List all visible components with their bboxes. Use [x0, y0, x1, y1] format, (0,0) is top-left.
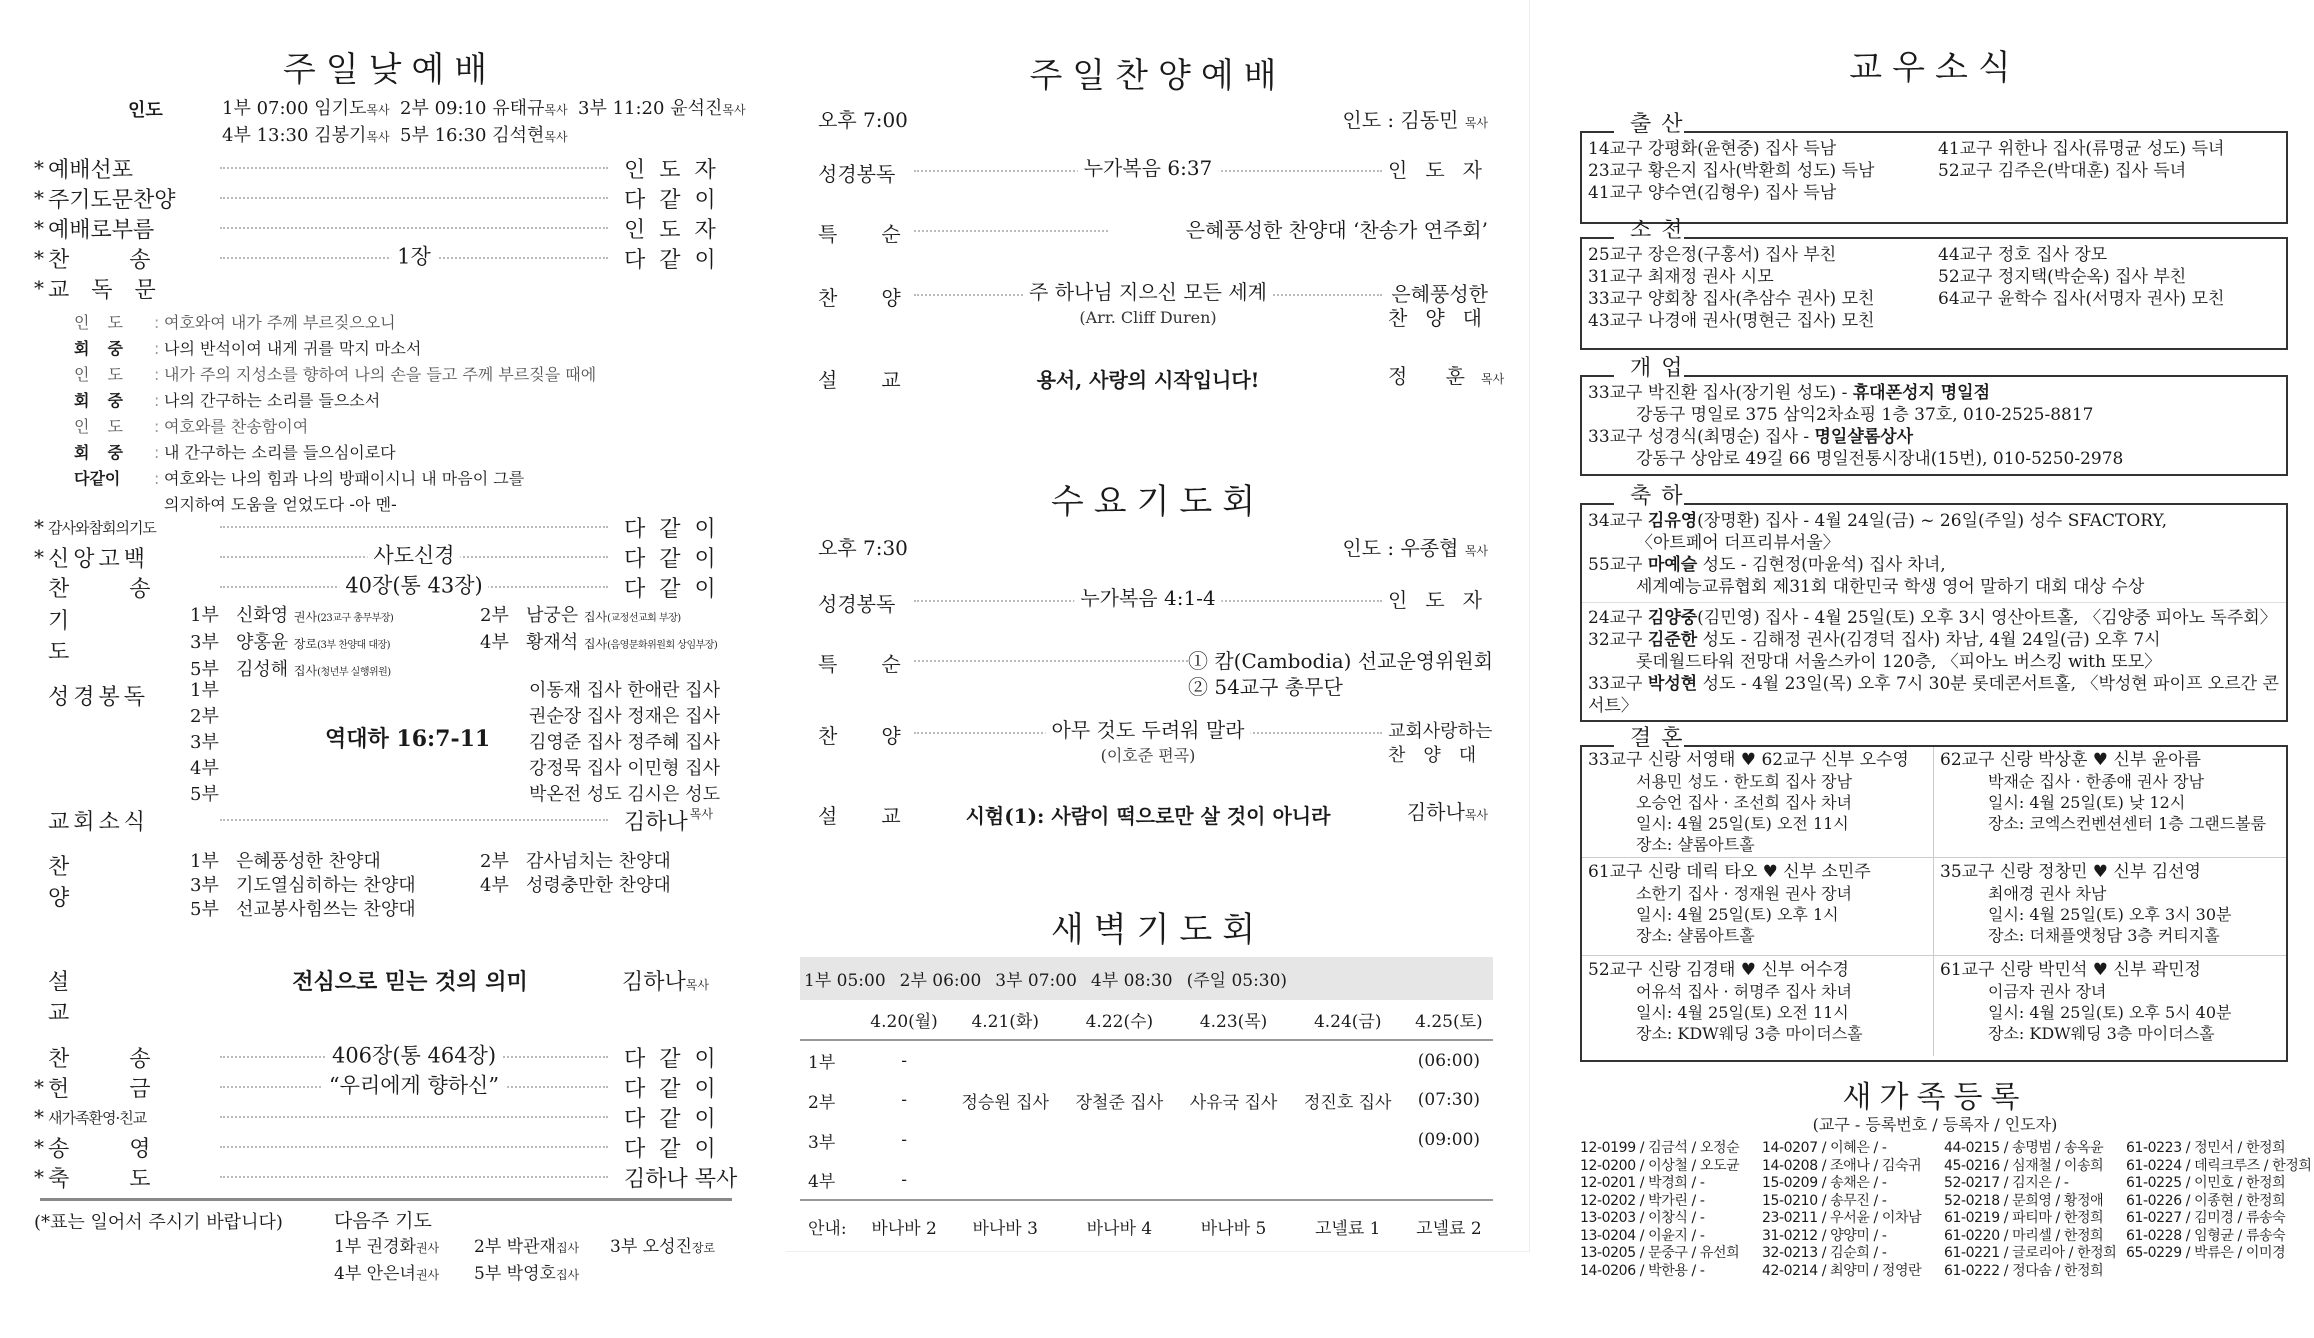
- reading-line: 인도 : 여호와여 내가 주께 부르짖으오니: [74, 310, 724, 336]
- congrats-divider: [1582, 602, 2286, 603]
- order-label: 찬송: [48, 247, 211, 273]
- prayer-label: 기도: [48, 609, 130, 665]
- congrats-legend: 축하: [1630, 484, 1693, 509]
- list-item: 14-0207 / 이혜은 / -: [1762, 1140, 1887, 1156]
- news-item: 25교구 장은정(구홍서) 집사 부친: [1588, 245, 1837, 265]
- special-performance: 은혜풍성한 찬양대 ‘찬송가 연주회’: [1108, 218, 1488, 242]
- list-item: 61-0221 / 글로리아 / 한정희: [1944, 1245, 2117, 1261]
- anthem: 주 하나님 지으신 모든 세계 (Arr. Cliff Duren): [1023, 280, 1273, 330]
- prayer-item: 4부 황재석 집사(음영문화위원회 상임부장): [480, 632, 718, 653]
- news-detail: 세계예능교류협회 제31회 대한민국 학생 영어 말하기 대회 대상 수상: [1636, 577, 2145, 597]
- row-label: 설교: [818, 804, 945, 828]
- list-item: 61-0219 / 파티마 / 한정희: [1944, 1210, 2104, 1226]
- speaker: 회중: [74, 443, 141, 462]
- table-row: 1부 - (06:00): [808, 1050, 1481, 1073]
- praise-time: 오후 7:00: [818, 108, 908, 132]
- list-item: 13-0203 / 이창식 / -: [1580, 1210, 1705, 1226]
- dot-leader: [220, 167, 608, 169]
- list-item: 15-0209 / 송채은 / -: [1762, 1175, 1887, 1191]
- wedding-item: 52교구 신랑 김경태 ♥ 신부 어수경 어유석 집사 · 허명주 집사 차녀 일시: 4월 25일(토) 오전 11시 장소: KDW웨딩 3층 마이더스홀: [1582, 956, 1934, 1056]
- wednesday-time: 오후 7:30: [818, 536, 908, 560]
- dot-leader: [220, 573, 608, 598]
- preacher: 정 훈목사: [1388, 364, 1505, 388]
- reading-text: 나의 간구하는 소리를 들으소서: [164, 391, 381, 410]
- sermon-row: [48, 965, 732, 1027]
- choir-name: 은혜풍성한 찬양대: [1388, 282, 1500, 330]
- next-week-item: 4부 안은녀권사: [334, 1264, 440, 1284]
- next-week-prayer: [334, 1208, 750, 1288]
- order-row: [34, 243, 734, 273]
- date-header: 4.22(수): [1062, 1000, 1176, 1040]
- order-label: 신앙고백: [48, 546, 150, 572]
- dawn-time: 2부 06:00: [899, 971, 982, 991]
- news-detail: 롯데월드타워 전망대 서울스카이 120층, 〈피아노 버스킹 with 또모〉: [1636, 652, 2162, 672]
- date-header: 4.24(금): [1291, 1000, 1405, 1040]
- praise-service-title: 주일찬양예배: [1029, 56, 1287, 96]
- order-row: [34, 1132, 734, 1162]
- choir-item: 5부 선교봉사힘쓰는 찬양대: [190, 899, 416, 920]
- dot-leader: [914, 156, 1382, 180]
- praise-leader: 인도 : 김동민 목사: [1342, 108, 1488, 132]
- reading-line: 회중 : 나의 간구하는 소리를 들으소서: [74, 388, 724, 414]
- news-item: 43교구 나경애 권사(명현근 집사) 모친: [1588, 311, 1875, 331]
- standing-footnote: (*표는 일어서 주시기 바랍니다): [34, 1212, 283, 1233]
- table-row: 3부 - (09:00): [808, 1130, 1481, 1153]
- dot-leader: [220, 197, 608, 199]
- prayer-list: [190, 604, 780, 685]
- special-performance: ① 캄(Cambodia) 선교운영위원회 ② 54교구 총무단: [1188, 649, 1494, 699]
- standing-mark: *: [34, 276, 44, 300]
- reading-text: 내가 주의 지성소를 향하여 나의 손을 들고 주께 부르짖을 때에: [164, 365, 597, 384]
- funeral-box: [1580, 218, 2288, 350]
- speaker: 인도: [74, 313, 141, 332]
- leader-slot: 5부 16:30 김석현목사: [400, 125, 568, 146]
- list-item: 61-0228 / 임형균 / 류송숙: [2126, 1227, 2286, 1244]
- news-item: 41교구 위한나 집사(류명균 성도) 득녀: [1938, 139, 2225, 159]
- section-divider: [40, 1198, 732, 1201]
- next-week-title: 다음주 기도: [334, 1210, 432, 1232]
- standing-mark: *: [34, 1135, 44, 1159]
- scripture-passage: 누가복음 4:1-4: [1074, 586, 1221, 610]
- sunday-service-title: 주일낮예배: [282, 50, 498, 90]
- next-week-item: 1부 권경화권사: [334, 1237, 440, 1257]
- wedding-grid: [1582, 746, 2286, 1056]
- dot-leader: [220, 244, 608, 269]
- news-item: 34교구 김유영(장명환) 집사 - 4월 24일(금) ~ 26일(주일) 성수 SFACTORY,: [1588, 511, 2167, 531]
- dawn-time: (주일 05:30): [1186, 971, 1288, 991]
- wednesday-row-sermon: [818, 800, 1488, 829]
- new-family-column: [1762, 1140, 1944, 1280]
- wednesday-row-anthem: [818, 718, 1495, 768]
- choir-label: 찬양: [48, 855, 130, 911]
- standing-mark: *: [34, 1105, 44, 1129]
- row-label: 성경봉독: [818, 162, 896, 186]
- wedding-item: 61교구 신랑 데릭 타오 ♥ 신부 소민주 소한기 집사 · 정재원 권사 장녀 일시: 4월 25일(토) 오후 1시 장소: 샬롬아트홀: [1582, 858, 1934, 956]
- new-family-column: [1580, 1140, 1762, 1280]
- speaker: 다같이: [74, 469, 121, 488]
- news-address: 강동구 명일로 375 삼익2차쇼핑 1층 37호, 010-2525-8817: [1636, 405, 2094, 425]
- choir-item: 4부 성령충만한 찬양대: [480, 875, 671, 896]
- scripture-passage: 누가복음 6:37: [1078, 156, 1219, 180]
- dot-leader: [914, 586, 1382, 610]
- leader-slot: 1부 07:00 임기도목사: [222, 98, 390, 119]
- dot-leader: [220, 1176, 608, 1178]
- reading-text: 여호와는 나의 힘과 나의 방패이시니 내 마음이 그를 의지하여 도움을 얻었도다 -아 멘-: [164, 469, 525, 514]
- order-label: 예배선포: [48, 157, 134, 183]
- speaker: 회중: [74, 391, 141, 410]
- wedding-legend: 결혼: [1630, 726, 1693, 751]
- standing-mark: *: [34, 156, 44, 180]
- responsive-reading: [74, 310, 724, 518]
- order-label: 축도: [48, 1166, 211, 1192]
- date-header: 4.20(월): [860, 1000, 948, 1040]
- reading-text: 여호와여 내가 주께 부르짖으오니: [164, 313, 396, 332]
- order-row: [34, 213, 734, 243]
- row-label: 설교: [818, 368, 945, 392]
- anthem: 아무 것도 두려워 말라 (이호준 편곡): [1046, 718, 1251, 768]
- order-who: 김하나 목사: [624, 806, 713, 835]
- reading-parts: 1부 2부 3부 4부 5부: [190, 680, 219, 805]
- wednesday-row-reading: [818, 586, 1500, 617]
- speaker: 회중: [74, 339, 141, 358]
- praise-row-special: [818, 218, 1488, 247]
- news-item: 33교구 양회창 집사(추삼수 권사) 모친: [1588, 289, 1875, 309]
- news-title: 교우소식: [1849, 48, 2021, 88]
- order-who: 다같이: [624, 247, 730, 273]
- wedding-item: 61교구 신랑 박민석 ♥ 신부 곽민정 이금자 권사 장녀 일시: 4월 25일(토) 오후 5시 40분 장소: KDW웨딩 3층 마이더스홀: [1940, 960, 2232, 1043]
- news-item: 31교구 최재정 권사 시모: [1588, 267, 1774, 287]
- offering-hymn: “우리에게 향하신”: [323, 1070, 505, 1100]
- order-who: 다같이: [624, 1076, 730, 1102]
- dot-leader: [914, 718, 1382, 765]
- list-item: 23-0211 / 우서윤 / 이차남: [1762, 1210, 1922, 1226]
- list-item: 12-0199 / 김금석 / 오정순: [1580, 1140, 1740, 1156]
- evening-services-panel: [786, 0, 1530, 1252]
- new-family-list: [1580, 1140, 2310, 1280]
- list-item: 32-0213 / 김순희 / -: [1762, 1245, 1887, 1261]
- standing-mark: *: [34, 246, 44, 270]
- list-item: 61-0223 / 정민서 / 한정희: [2126, 1140, 2286, 1156]
- funeral-legend: 소천: [1630, 218, 1693, 243]
- list-item: 42-0214 / 최양미 / 정영란: [1762, 1262, 1922, 1279]
- wednesday-service-title: 수요기도회: [1050, 482, 1266, 522]
- order-who: 다같이: [624, 576, 730, 602]
- sermon-label: 설교: [48, 970, 130, 1026]
- next-week-item: 3부 오성진장로: [610, 1237, 716, 1257]
- wedding-item: 35교구 신랑 정창민 ♥ 신부 김선영 최애경 권사 차남 일시: 4월 25일(토) 오후 3시 30분 장소: 더채플앳청담 3층 커티지홀: [1934, 858, 2286, 956]
- order-row: [34, 1042, 734, 1072]
- prayer-item: 2부 남궁은 집사(교정선교회 부장): [480, 605, 681, 626]
- wedding-box: [1580, 726, 2288, 1062]
- order-label: 찬송: [48, 1046, 211, 1072]
- leader-slot: 3부 11:20 윤석진목사: [578, 98, 746, 119]
- order-row: [34, 542, 734, 572]
- standing-mark: *: [34, 515, 44, 539]
- birth-legend: 출산: [1630, 112, 1693, 137]
- news-item: 14교구 강평화(윤현중) 집사 득남: [1588, 139, 1837, 159]
- row-label: 찬양: [818, 286, 945, 310]
- dot-leader: [220, 543, 608, 568]
- new-family-column: [1944, 1140, 2126, 1280]
- dot-leader: [220, 1043, 608, 1068]
- order-row-church-news: [48, 805, 734, 835]
- news-detail: 〈아트페어 더프리뷰서울〉: [1636, 533, 1840, 553]
- praise-time-row: [818, 104, 1488, 133]
- list-item: 61-0227 / 김미경 / 류송숙: [2126, 1210, 2286, 1226]
- order-row: [34, 512, 734, 542]
- wednesday-time-row: [818, 532, 1488, 561]
- list-item: 13-0205 / 문중구 / 유선희: [1580, 1245, 1740, 1261]
- wedding-item: 33교구 신랑 서영태 ♥ 62교구 신부 오수영 서용민 성도 · 한도희 집사 장남 오승언 집사 · 조선희 집사 차녀 일시: 4월 25일(토) 오전 11시 장소: 샬롬아트홀: [1582, 746, 1934, 858]
- leader-slot: 2부 09:10 유태규목사: [400, 98, 568, 119]
- reading-line: 회중 : 나의 반석이여 내게 귀를 막지 마소서: [74, 336, 724, 362]
- speaker: 인도: [74, 417, 141, 436]
- news-item: 41교구 양수연(김형우) 집사 득남: [1588, 183, 1837, 203]
- birth-box: [1580, 112, 2288, 224]
- list-item: 12-0202 / 박가린 / -: [1580, 1192, 1705, 1209]
- speaker: 인도: [74, 365, 141, 384]
- sermon-title: 시험(1): 사람이 떡으로만 살 것이 아니라: [965, 804, 1331, 828]
- order-who: 김하나 목사: [624, 1166, 738, 1192]
- prayer-item: 3부 양홍윤 장로(3부 찬양대 대장): [190, 632, 391, 653]
- news-item: 55교구 마예슬 성도 - 김현정(마윤석) 집사 차녀,: [1588, 555, 1946, 575]
- dawn-prayer-title: 새벽기도회: [1050, 910, 1266, 950]
- standing-mark: *: [34, 186, 44, 210]
- row-label: 특순: [818, 652, 945, 676]
- list-item: 44-0215 / 송명범 / 송옥윤: [1944, 1140, 2104, 1156]
- reading-label: 성경봉독: [48, 685, 150, 710]
- news-item: 44교구 정호 집사 장모: [1938, 245, 2108, 265]
- new-family-title: 새가족등록: [1842, 1080, 2028, 1115]
- standing-mark: *: [34, 545, 44, 569]
- choir-name: 교회사랑하는 찬양대: [1388, 721, 1495, 766]
- next-week-item: 2부 박관재집사: [474, 1237, 580, 1257]
- standing-mark: *: [34, 216, 44, 240]
- news-item: 33교구 박성현 성도 - 4월 23일(목) 오후 7시 30분 롯데콘서트홀, 〈박성현 파이프 오르간 콘서트〉: [1588, 674, 2279, 716]
- wednesday-leader: 인도 : 우종협 목사: [1342, 536, 1488, 560]
- row-label: 찬양: [818, 724, 945, 748]
- leader-label: 인도: [128, 100, 163, 121]
- scripture-reading: [190, 678, 720, 808]
- new-family-column: [2126, 1140, 2310, 1280]
- hymn-number: 406장(통 464장): [326, 1040, 502, 1070]
- order-label: 예배로부름: [48, 217, 155, 243]
- praise-row-reading: [818, 156, 1500, 187]
- order-row: [34, 1162, 738, 1192]
- order-who: 다같이: [624, 187, 730, 213]
- date-header: 4.23(목): [1176, 1000, 1290, 1040]
- dot-leader: [220, 1116, 608, 1118]
- opening-box: [1580, 356, 2288, 476]
- date-header: 4.25(토): [1405, 1000, 1493, 1040]
- prayer-item: 1부 신화영 권사(23교구 총무부장): [190, 605, 394, 626]
- dot-leader: [220, 819, 608, 821]
- sermon-title: 전심으로 믿는 것의 의미: [292, 969, 528, 995]
- table-row: 2부 - 정승원 집사 장철준 집사 사유국 집사 정진호 집사 (07:30): [808, 1090, 1481, 1113]
- reading-line: 회중 : 내 간구하는 소리를 들으심이로다: [74, 440, 724, 466]
- order-row: [34, 153, 734, 183]
- order-row: [34, 1072, 734, 1102]
- list-item: 14-0208 / 조애나 / 김숙귀: [1762, 1157, 1922, 1174]
- next-week-item: 5부 박영호집사: [474, 1264, 580, 1284]
- leader-schedule: [222, 96, 756, 150]
- list-item: 14-0206 / 박한용 / -: [1580, 1262, 1705, 1279]
- sermon-title: 용서, 사랑의 시작입니다!: [1036, 368, 1260, 392]
- order-who: 다같이: [624, 1136, 730, 1162]
- congrats-box: [1580, 484, 2288, 722]
- dot-leader: [220, 1073, 608, 1098]
- order-row: [34, 273, 734, 303]
- preacher: 김하나목사: [1406, 800, 1488, 824]
- dot-leader: [914, 280, 1382, 327]
- reading-text: 나의 반석이여 내게 귀를 막지 마소서: [164, 339, 422, 358]
- order-label: 교회소식: [48, 809, 150, 835]
- dot-leader: [914, 648, 1188, 662]
- dawn-schedule-grid: [800, 1000, 1493, 1252]
- news-item: 52교구 김주은(박대훈) 집사 득녀: [1938, 161, 2187, 181]
- news-item: 32교구 김준한 성도 - 김해정 권사(김경덕 집사) 차남, 4월 24일(금) 오후 7시: [1588, 630, 2161, 650]
- hymn-number: 1장: [391, 241, 437, 271]
- list-item: 12-0200 / 이상철 / 오도균: [1580, 1157, 1740, 1174]
- row-label: 성경봉독: [818, 592, 896, 616]
- reading-line: 인도 : 여호와를 찬송함이여: [74, 414, 724, 440]
- order-label: 새가족환영·친교: [48, 1108, 147, 1127]
- dawn-times-bar: [800, 957, 1493, 1000]
- news-item: 64교구 윤학수 집사(서명자 권사) 모친: [1938, 289, 2225, 309]
- list-item: 52-0217 / 김지은 / -: [1944, 1175, 2069, 1191]
- church-news-panel: [1580, 0, 2314, 1338]
- dawn-time: 1부 05:00: [804, 971, 886, 991]
- order-row: [34, 183, 734, 213]
- date-header: 4.21(화): [948, 1000, 1062, 1040]
- prayer-item: 5부 김성해 집사(청년부 실행위원): [190, 659, 391, 680]
- order-row: [34, 572, 734, 602]
- choir-item: 1부 은혜풍성한 찬양대: [190, 851, 381, 872]
- row-label: 특순: [818, 222, 945, 246]
- dawn-time: 4부 08:30: [1090, 971, 1173, 991]
- reading-line: 다같이 : 여호와는 나의 힘과 나의 방패이시니 내 마음이 그를 의지하여 도움을 얻었도다 -아 멘-: [74, 466, 724, 518]
- news-item: 33교구 성경식(최명순) 집사 - 명일샬롬상사: [1588, 427, 1914, 447]
- order-label: 감사와참회의기도: [48, 518, 156, 537]
- choir-item: 3부 기도열심히하는 찬양대: [190, 875, 416, 896]
- order-who: 다같이: [624, 1106, 730, 1132]
- order-who: 다같이: [624, 1046, 730, 1072]
- row-who: 인도자: [1388, 158, 1500, 182]
- creed: 사도신경: [367, 540, 460, 570]
- sunday-service-panel: [0, 0, 780, 1338]
- order-label: 주기도문찬양: [48, 187, 176, 213]
- order-label: 찬송: [48, 576, 211, 602]
- order-who: 인도자: [624, 217, 730, 243]
- list-item: 31-0212 / 양양미 / -: [1762, 1227, 1887, 1244]
- praise-row-anthem: [818, 280, 1500, 330]
- choir-item: 2부 감사넘치는 찬양대: [480, 851, 671, 872]
- list-item: 61-0225 / 이민호 / 한정희: [2126, 1175, 2286, 1191]
- dot-leader: [914, 218, 1108, 232]
- list-item: 45-0216 / 심재철 / 이송희: [1944, 1157, 2104, 1174]
- news-item: 23교구 황은지 집사(박환희 성도) 득남: [1588, 161, 1875, 181]
- news-item: 33교구 박진환 집사(장기원 성도) - 휴대폰성지 명일점: [1588, 383, 1991, 403]
- order-label: 교독문: [48, 277, 178, 303]
- order-label: 송영: [48, 1136, 211, 1162]
- reading-text: 내 간구하는 소리를 들으심이로다: [164, 443, 396, 462]
- list-item: 61-0220 / 마리셀 / 한정희: [1944, 1227, 2104, 1244]
- list-item: 65-0229 / 박류은 / 이미경: [2126, 1245, 2286, 1261]
- reading-line: 인도 : 내가 주의 지성소를 향하여 나의 손을 들고 주께 부르짖을 때에: [74, 362, 724, 388]
- dot-leader: [220, 227, 608, 229]
- praise-row-sermon: [818, 364, 1505, 393]
- dawn-date-header: [800, 1000, 1493, 1040]
- list-item: 12-0201 / 박경희 / -: [1580, 1175, 1705, 1191]
- table-row: 4부 -: [808, 1169, 907, 1192]
- standing-mark: *: [34, 1075, 44, 1099]
- dawn-time: 3부 07:00: [995, 971, 1077, 991]
- leader-slot: 4부 13:30 김봉기목사: [222, 125, 390, 146]
- order-row: [34, 1102, 734, 1132]
- order-who: 다같이: [624, 546, 730, 572]
- scripture-passage: 역대하 16:7-11: [325, 726, 491, 752]
- list-item: 61-0224 / 데릭크루즈 / 한정희: [2126, 1157, 2312, 1174]
- news-address: 강동구 상암로 49길 66 명일전통시장내(15번), 010-5250-2978: [1636, 449, 2124, 469]
- reader-list: 이동재 집사 한애란 집사 권순장 집사 정재은 집사 김영준 집사 정주혜 집사 강정묵 집사 이민형 집사 박온전 성도 김시은 성도: [528, 680, 720, 805]
- dot-leader: [220, 526, 608, 528]
- wedding-item: 62교구 신랑 박상훈 ♥ 신부 윤아름 박재순 집사 · 한종애 권사 장남 일시: 4월 25일(토) 낮 12시 장소: 코엑스컨벤션센터 1층 그랜드볼룸: [1934, 746, 2286, 858]
- standing-mark: *: [34, 1165, 44, 1189]
- hymn-number: 40장(통 43장): [339, 570, 488, 600]
- order-who: 다같이: [624, 516, 730, 542]
- reading-text: 여호와를 찬송함이여: [164, 417, 309, 436]
- opening-legend: 개업: [1630, 356, 1693, 381]
- usher-row: 안내: 바나바 2 바나바 3 바나바 4 바나바 5 고넬료 1 고넬료 2: [800, 1200, 1493, 1252]
- new-family-subtitle: (교구 - 등록번호 / 등록자 / 인도자): [1812, 1115, 2058, 1134]
- list-item: 13-0204 / 이윤지 / -: [1580, 1227, 1705, 1244]
- list-item: 15-0210 / 송무진 / -: [1762, 1192, 1887, 1209]
- dawn-prayer-table: [800, 957, 1493, 1252]
- dot-leader: [220, 1146, 608, 1148]
- news-item: 24교구 김양중(김민영) 집사 - 4월 25일(토) 오후 3시 영산아트홀, 〈김양중 피아노 독주회〉: [1588, 608, 2277, 628]
- order-who: 인도자: [624, 157, 730, 183]
- wednesday-row-special: [818, 648, 1494, 700]
- list-item: 61-0226 / 이종현 / 한정희: [2126, 1192, 2286, 1209]
- choir-list: [190, 850, 780, 922]
- list-item: 61-0222 / 정다솜 / 한정희: [1944, 1262, 2104, 1279]
- list-item: 52-0218 / 문희영 / 황정애: [1944, 1192, 2104, 1209]
- sermon-preacher: 김하나목사: [622, 970, 709, 995]
- row-who: 인도자: [1388, 588, 1500, 612]
- order-label: 헌금: [48, 1076, 211, 1102]
- news-item: 52교구 정지택(박순옥) 집사 부친: [1938, 267, 2187, 287]
